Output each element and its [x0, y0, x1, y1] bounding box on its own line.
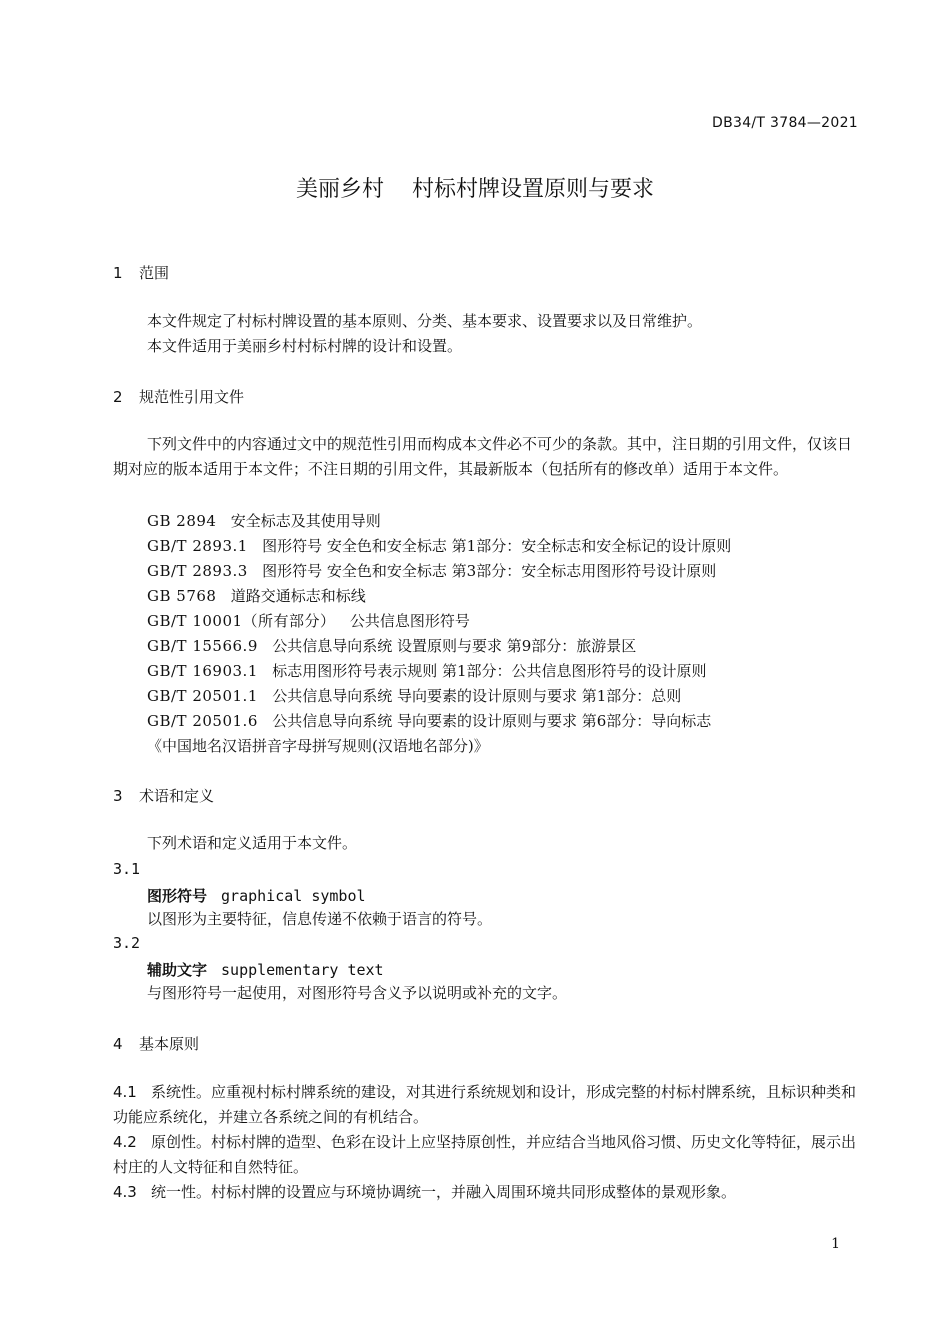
term-definition: 以图形为主要特征，信息传递不依赖于语言的符号。 — [147, 910, 493, 928]
standard-code: DB34/T 3784—2021 — [712, 115, 858, 131]
ref-item: GB/T 2893.1 图形符号 安全色和安全标志 第1部分：安全标志和安全标记的设计原则 — [147, 537, 732, 555]
title-part-2: 村标村牌设置原则与要求 — [412, 177, 655, 202]
section-heading-1: 1 范围 — [113, 264, 170, 282]
section-heading-2: 2 规范性引用文件 — [113, 388, 245, 406]
ref-item: GB 5768 道路交通标志和标线 — [147, 587, 366, 605]
ref-item: GB/T 10001（所有部分） 公共信息图形符号 — [147, 612, 470, 630]
principle-item: 4.3 统一性。村标村牌的设置应与环境协调统一，并融入周围环境共同形成整体的景观形象。 — [113, 1183, 737, 1201]
term-number: 3.1 — [113, 860, 141, 878]
ref-item-extra: 《中国地名汉语拼音字母拼写规则(汉语地名部分)》 — [147, 737, 489, 755]
section-heading-3: 3 术语和定义 — [113, 787, 215, 805]
term-heading: 图形符号 graphical symbol — [147, 887, 366, 905]
ref-item: GB/T 2893.3 图形符号 安全色和安全标志 第3部分：安全标志用图形符号设计原则 — [147, 562, 717, 580]
scope-paragraph-1: 本文件规定了村标村牌设置的基本原则、分类、基本要求、设置要求以及日常维护。 — [147, 312, 703, 330]
principle-item: 4.1 系统性。应重视村标村牌系统的建设，对其进行系统规划和设计，形成完整的村标村牌系统，且标识种类和功能应系统化，并建立各系统之间的有机结合。 — [113, 1083, 857, 1126]
principle-item: 4.2 原创性。村标村牌的造型、色彩在设计上应坚持原创性，并应结合当地风俗习惯、历史文化等特征，展示出村庄的人文特征和自然特征。 — [113, 1133, 857, 1176]
ref-item: GB/T 20501.6 公共信息导向系统 导向要素的设计原则与要求 第6部分：导向标志 — [147, 712, 712, 730]
title-part-1: 美丽乡村 — [295, 177, 384, 202]
scope-paragraph-2: 本文件适用于美丽乡村村标村牌的设计和设置。 — [147, 337, 463, 355]
page-title — [0, 172, 950, 203]
ref-item: GB 2894 安全标志及其使用导则 — [147, 512, 381, 530]
ref-item: GB/T 20501.1 公共信息导向系统 导向要素的设计原则与要求 第1部分：总则 — [147, 687, 682, 705]
term-number: 3.2 — [113, 934, 141, 952]
ref-item: GB/T 16903.1 标志用图形符号表示规则 第1部分：公共信息图形符号的设计原则 — [147, 662, 707, 680]
page-number: 1 — [831, 1236, 840, 1252]
normative-intro: 下列文件中的内容通过文中的规范性引用而构成本文件必不可少的条款。其中，注日期的引用文件，仅该日期对应的版本适用于本文件；不注日期的引用文件，其最新版本（包括所有的修改单）适用于本文件。 — [113, 435, 853, 478]
term-heading: 辅助文字 supplementary text — [147, 961, 384, 979]
terms-intro: 下列术语和定义适用于本文件。 — [147, 834, 358, 852]
term-definition: 与图形符号一起使用，对图形符号含义予以说明或补充的文字。 — [147, 984, 568, 1002]
ref-item: GB/T 15566.9 公共信息导向系统 设置原则与要求 第9部分：旅游景区 — [147, 637, 637, 655]
section-heading-4: 4 基本原则 — [113, 1035, 200, 1053]
